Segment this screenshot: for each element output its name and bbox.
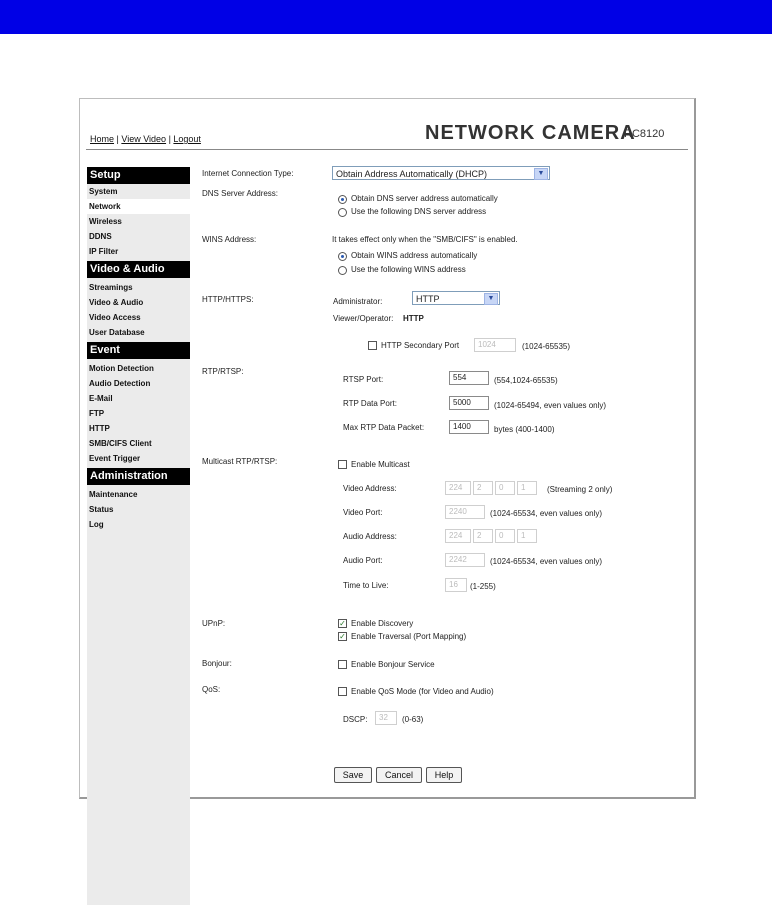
sidebar-item-streamings[interactable]: Streamings: [89, 283, 133, 292]
http-secondary-port-range: (1024-65535): [522, 342, 571, 351]
audio-port-range: (1024-65534, even values only): [490, 557, 603, 566]
video-address-octet-2[interactable]: 2: [473, 481, 493, 495]
rtp-data-port-input[interactable]: 5000: [449, 396, 489, 410]
enable-qos-label: Enable QoS Mode (for Video and Audio): [351, 687, 494, 696]
wins-auto-radio[interactable]: [338, 252, 347, 261]
sidebar-item-event-trigger[interactable]: Event Trigger: [89, 454, 141, 463]
audio-address-octet-1[interactable]: 224: [445, 529, 471, 543]
cancel-button[interactable]: Cancel: [376, 767, 422, 783]
video-port-range: (1024-65534, even values only): [490, 509, 603, 518]
upnp-label: UPnP:: [202, 619, 226, 628]
video-address-octet-3[interactable]: 0: [495, 481, 515, 495]
model-number: RC8120: [624, 128, 665, 140]
dns-auto-radio[interactable]: [338, 195, 347, 204]
sidebar-item-http[interactable]: HTTP: [89, 424, 110, 433]
video-address-octet-4[interactable]: 1: [517, 481, 537, 495]
view-video-link[interactable]: View Video: [121, 134, 167, 144]
sidebar-section-administration: Administration: [87, 468, 190, 485]
sidebar-item-ftp[interactable]: FTP: [89, 409, 105, 418]
sidebar-item-smb-cifs-client[interactable]: SMB/CIFS Client: [89, 439, 152, 448]
time-to-live-input[interactable]: 16: [445, 578, 467, 592]
sidebar-item-status[interactable]: Status: [89, 505, 114, 514]
enable-traversal-label: Enable Traversal (Port Mapping): [351, 632, 467, 641]
top-banner: [0, 0, 772, 34]
home-link[interactable]: Home: [90, 134, 115, 144]
http-secondary-port-checkbox[interactable]: [368, 341, 377, 350]
rtp-data-port-range: (1024-65494, even values only): [494, 401, 607, 410]
connection-type-select[interactable]: Obtain Address Automatically (DHCP) ▼: [332, 166, 550, 180]
chevron-down-icon: ▼: [484, 293, 498, 305]
dscp-label: DSCP:: [343, 715, 368, 724]
sidebar-item-wireless[interactable]: Wireless: [89, 217, 122, 226]
dscp-range: (0-63): [402, 715, 424, 724]
wins-note: It takes effect only when the "SMB/CIFS" is enabled.: [332, 235, 518, 244]
header-divider: [86, 149, 688, 150]
logout-link[interactable]: Logout: [173, 134, 201, 144]
sidebar-item-user-database[interactable]: User Database: [89, 328, 145, 337]
video-address-octet-1[interactable]: 224: [445, 481, 471, 495]
rtp-data-port-label: RTP Data Port:: [343, 399, 397, 408]
http-secondary-port-input[interactable]: 1024: [474, 338, 516, 352]
rtp-label: RTP/RTSP:: [202, 367, 244, 376]
audio-port-input[interactable]: 2242: [445, 553, 485, 567]
max-rtp-packet-input[interactable]: 1400: [449, 420, 489, 434]
time-to-live-label: Time to Live:: [343, 581, 389, 590]
enable-qos-checkbox[interactable]: [338, 687, 347, 696]
chevron-down-icon: ▼: [534, 168, 548, 180]
dns-manual-radio[interactable]: [338, 208, 347, 217]
bonjour-label: Bonjour:: [202, 659, 232, 668]
wins-manual-label: Use the following WINS address: [351, 265, 466, 274]
connection-type-label: Internet Connection Type:: [202, 169, 294, 178]
video-port-input[interactable]: 2240: [445, 505, 485, 519]
sidebar-item-network[interactable]: Network: [87, 199, 190, 214]
sidebar-item-ip-filter[interactable]: IP Filter: [89, 247, 119, 256]
enable-discovery-checkbox[interactable]: ✓: [339, 619, 346, 628]
sidebar-item-ddns[interactable]: DDNS: [89, 232, 112, 241]
rtsp-port-input[interactable]: 554: [449, 371, 489, 385]
enable-traversal-checkbox[interactable]: ✓: [339, 632, 346, 641]
http-label: HTTP/HTTPS:: [202, 295, 254, 304]
sidebar-item-maintenance[interactable]: Maintenance: [89, 490, 138, 499]
page-title: NETWORK CAMERA: [425, 122, 636, 144]
audio-address-octet-3[interactable]: 0: [495, 529, 515, 543]
video-address-note: (Streaming 2 only): [547, 485, 613, 494]
dns-label: DNS Server Address:: [202, 189, 279, 198]
viewer-label: Viewer/Operator:: [333, 314, 394, 323]
sidebar-section-video-audio: Video & Audio: [87, 261, 190, 278]
camera-config-page: [79, 98, 696, 799]
sidebar-item-video-access[interactable]: Video Access: [89, 313, 141, 322]
sidebar-item-motion-detection[interactable]: Motion Detection: [89, 364, 154, 373]
administrator-label: Administrator:: [333, 297, 383, 306]
audio-address-octet-2[interactable]: 2: [473, 529, 493, 543]
rtsp-port-range: (554,1024-65535): [494, 376, 558, 385]
sidebar-item-log[interactable]: Log: [89, 520, 104, 529]
enable-bonjour-label: Enable Bonjour Service: [351, 660, 435, 669]
administrator-protocol-select[interactable]: HTTP ▼: [412, 291, 500, 305]
save-button[interactable]: Save: [334, 767, 372, 783]
header-links: Home | View Video | Logout: [90, 134, 201, 144]
wins-manual-radio[interactable]: [338, 266, 347, 275]
dns-auto-label: Obtain DNS server address automatically: [351, 194, 498, 203]
enable-bonjour-checkbox[interactable]: [338, 660, 347, 669]
sidebar: [87, 167, 190, 905]
rtsp-port-label: RTSP Port:: [343, 375, 384, 384]
dscp-input[interactable]: 32: [375, 711, 397, 725]
multicast-label: Multicast RTP/RTSP:: [202, 457, 278, 466]
max-rtp-packet-range: bytes (400-1400): [494, 425, 555, 434]
viewer-value: HTTP: [403, 314, 424, 323]
video-port-label: Video Port:: [343, 508, 383, 517]
sidebar-section-event: Event: [87, 342, 190, 359]
time-to-live-range: (1-255): [470, 582, 496, 591]
sidebar-item-video-audio[interactable]: Video & Audio: [89, 298, 144, 307]
dns-manual-label: Use the following DNS server address: [351, 207, 487, 216]
wins-label: WINS Address:: [202, 235, 257, 244]
sidebar-item-email[interactable]: E-Mail: [89, 394, 113, 403]
video-address-label: Video Address:: [343, 484, 397, 493]
sidebar-item-system[interactable]: System: [89, 187, 118, 196]
help-button[interactable]: Help: [426, 767, 462, 783]
enable-multicast-checkbox[interactable]: [338, 460, 347, 469]
audio-address-octet-4[interactable]: 1: [517, 529, 537, 543]
sidebar-section-setup: Setup: [87, 167, 190, 184]
audio-port-label: Audio Port:: [343, 556, 383, 565]
enable-discovery-label: Enable Discovery: [351, 619, 414, 628]
http-secondary-port-label: HTTP Secondary Port: [381, 341, 460, 350]
sidebar-item-audio-detection[interactable]: Audio Detection: [89, 379, 151, 388]
qos-label: QoS:: [202, 685, 221, 694]
wins-auto-label: Obtain WINS address automatically: [351, 251, 478, 260]
audio-address-label: Audio Address:: [343, 532, 397, 541]
max-rtp-packet-label: Max RTP Data Packet:: [343, 423, 425, 432]
enable-multicast-label: Enable Multicast: [351, 460, 410, 469]
